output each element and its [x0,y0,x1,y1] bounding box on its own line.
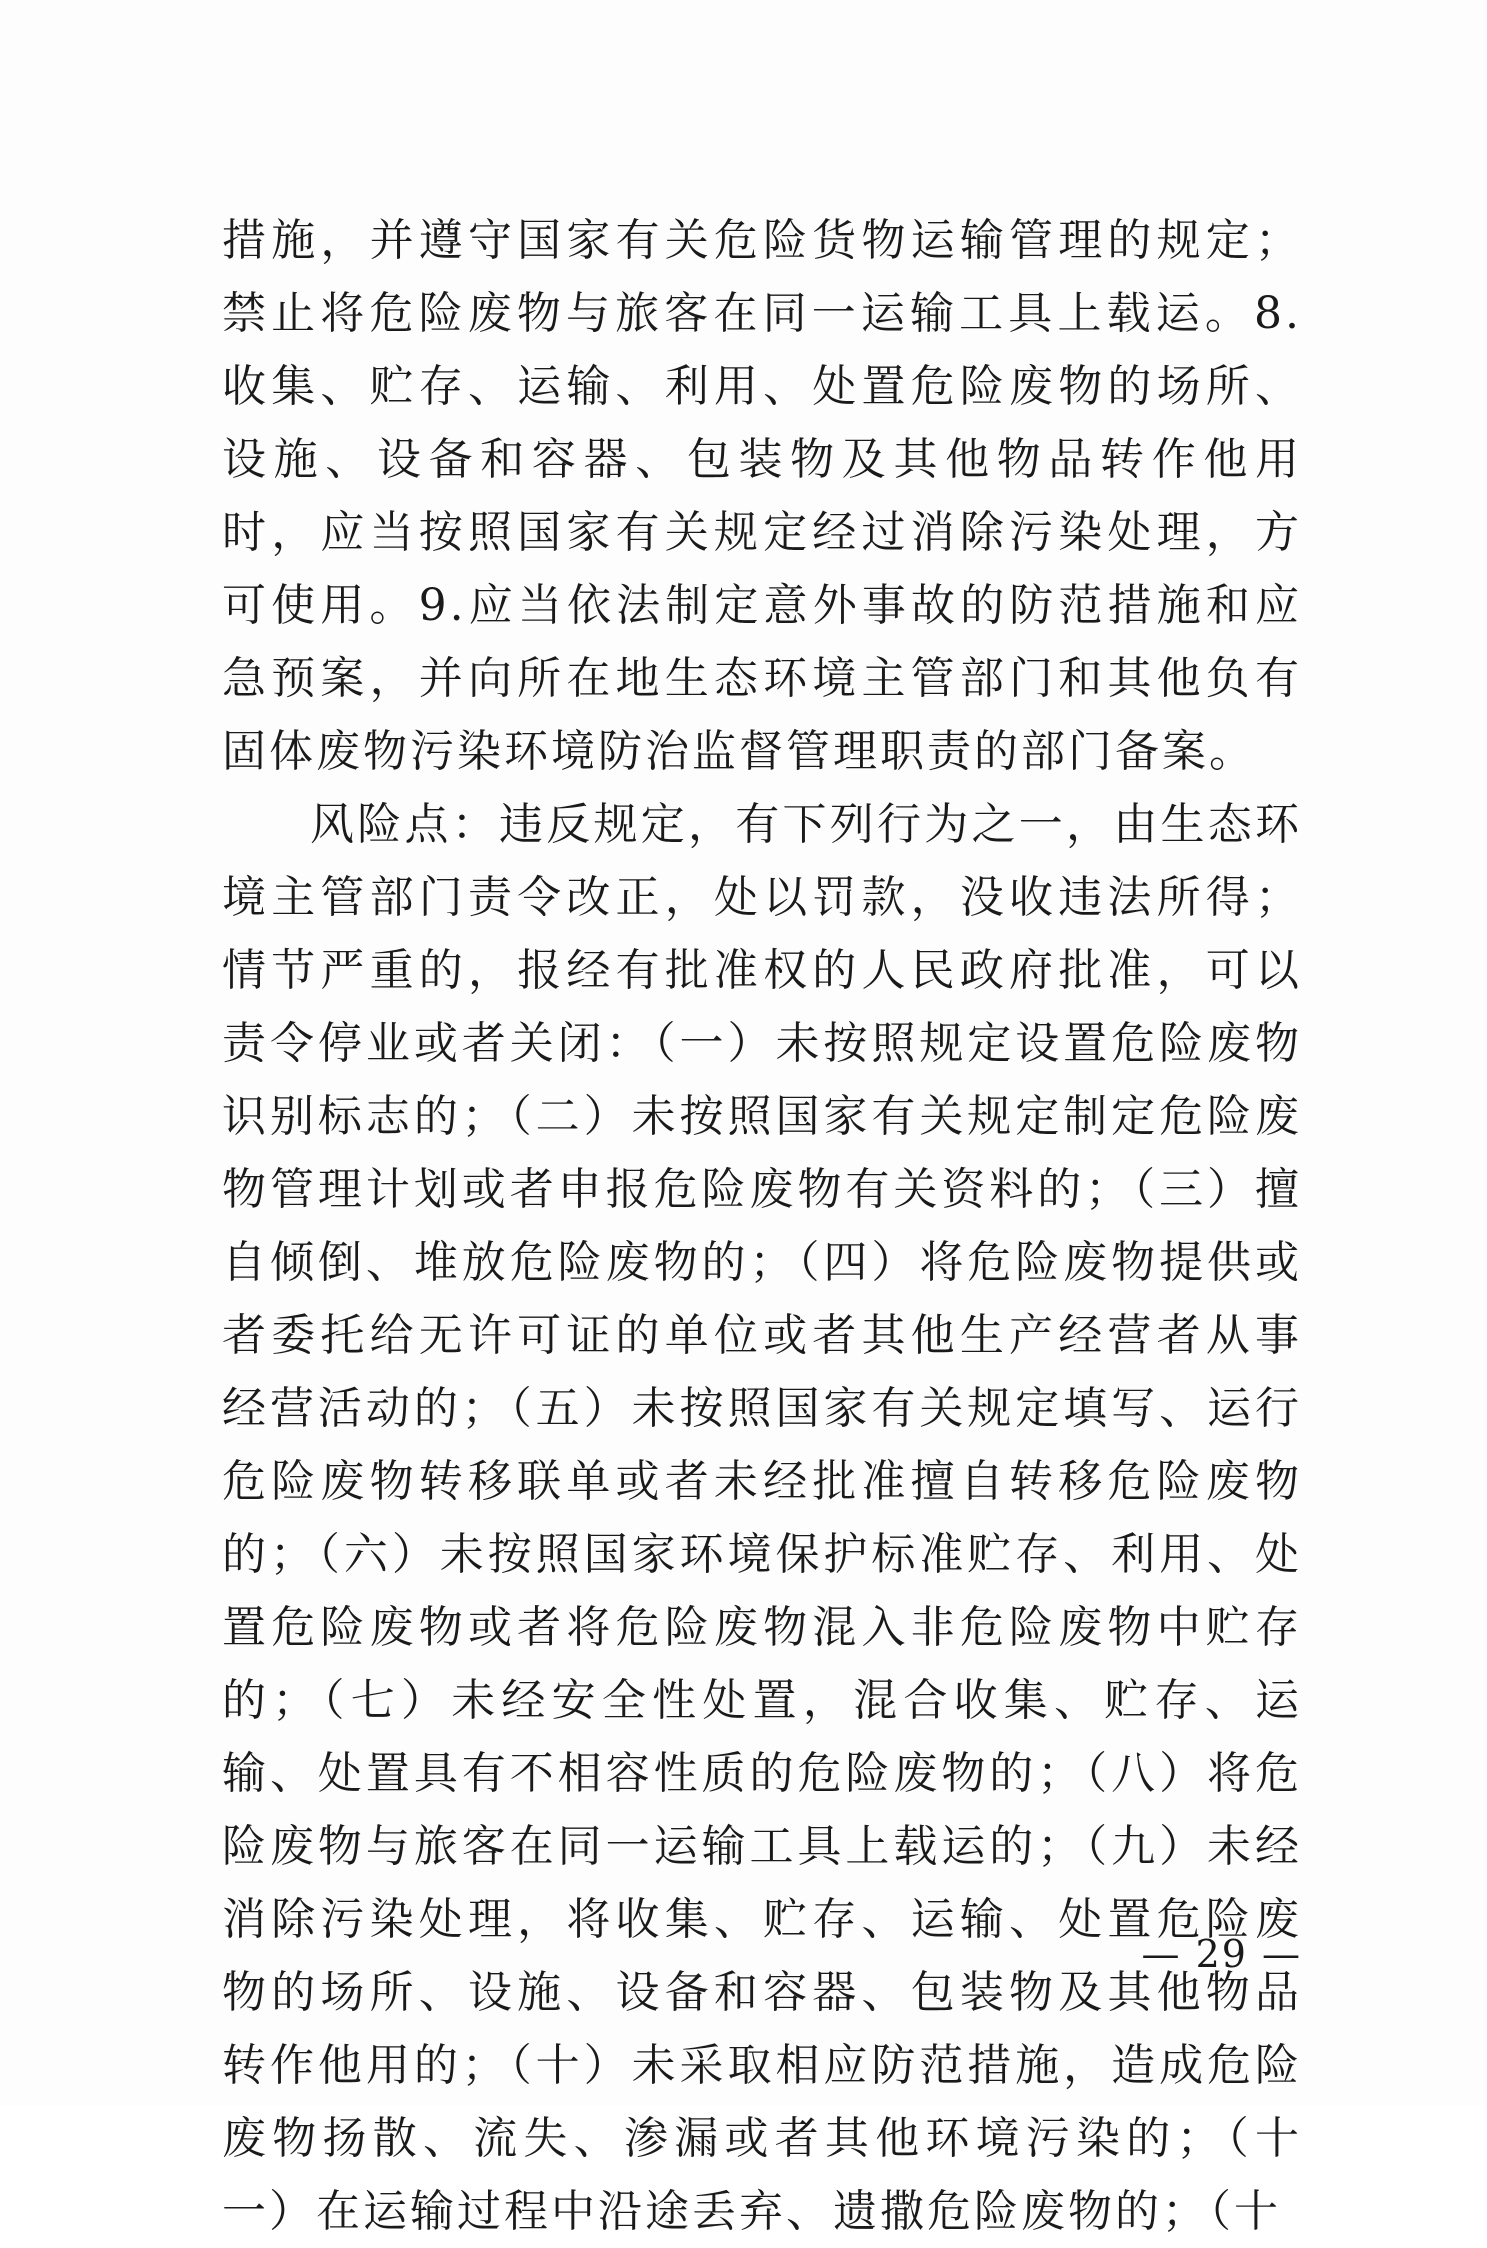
page-number: — 29 — [1141,1932,1302,1976]
paragraph-continued: 措施，并遵守国家有关危险货物运输管理的规定；禁止将危险废物与旅客在同一运输工具上载运。8.收集、贮存、运输、利用、处置危险废物的场所、设施、设备和容器、包装物及其他物品转作他用时，应当按照国家有关规定经过消除污染处理，方可使用。9.应当依法制定意外事故的防范措施和应急预案，并向所在地生态环境主管部门和其他负有固体废物污染环境防治监督管理职责的部门备案。 [222,215,1302,777]
paragraph-risk-points: 风险点：违反规定，有下列行为之一，由生态环境主管部门责令改正，处以罚款，没收违法所得；情节严重的，报经有批准权的人民政府批准，可以责令停业或者关闭：（一）未按照规定设置危险废物识别标志的；（二）未按照国家有关规定制定危险废物管理计划或者申报危险废物有关资料的；（三）擅自倾倒、堆放危险废物的；（四）将危险废物提供或者委托给无许可证的单位或者其他生产经营者从事经营活动的；（五）未按照国家有关规定填写、运行危险废物转移联单或者未经批准擅自转移危险废物的；（六）未按照国家环境保护标准贮存、利用、处置危险废物或者将危险废物混入非危险废物中贮存的；（七）未经安全性处置，混合收集、贮存、运输、处置具有不相容性质的危险废物的；（八）将危险废物与旅客在同一运输工具上载运的；（九）未经消除污染处理，将收集、贮存、运输、处置危险废物的场所、设施、设备和容器、包装物及其他物品转作他用的；（十）未采取相应防范措施，造成危险废物扬散、流失、渗漏或者其他环境污染的；（十一）在运输过程中沿途丢弃、遗撒危险废物的；（十 [222,799,1302,2237]
body-text [222,204,1302,2248]
